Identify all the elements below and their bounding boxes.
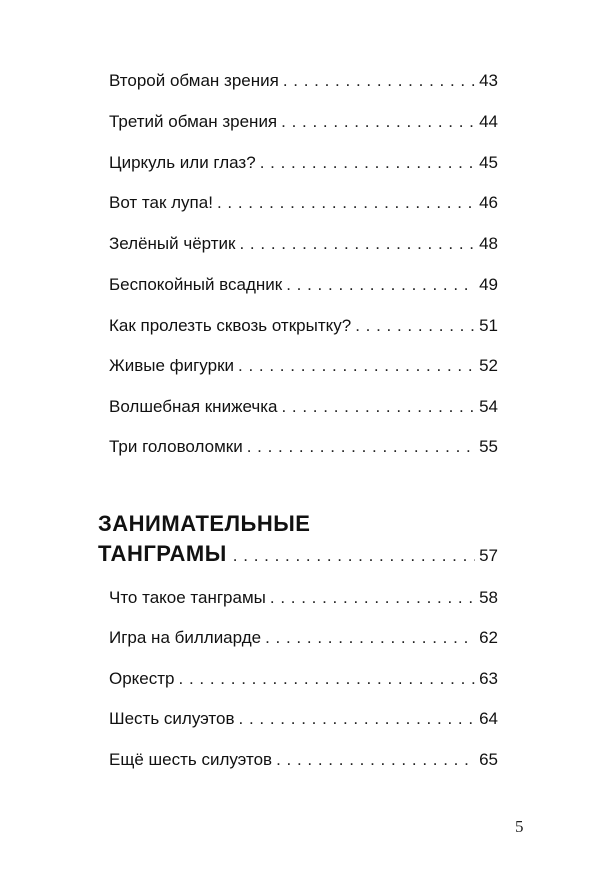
dot-leader xyxy=(281,397,475,417)
toc-entry-title: Игра на биллиарде xyxy=(109,628,262,647)
dot-leader xyxy=(233,543,475,569)
dot-leader xyxy=(355,316,475,336)
toc-entry-page: 43 xyxy=(479,71,498,90)
dot-leader xyxy=(238,356,475,376)
section-heading-line1: ЗАНИМАТЕЛЬНЫЕ xyxy=(98,511,311,536)
dot-leader xyxy=(239,709,476,729)
toc-entry-page: 48 xyxy=(479,234,498,253)
toc-entry xyxy=(109,316,498,336)
toc-entry-page: 51 xyxy=(479,316,498,335)
toc-entry xyxy=(109,709,498,729)
toc-entry-title: Второй обман зрения xyxy=(109,71,279,90)
toc-entry-title: Три головоломки xyxy=(109,437,243,456)
toc-entry xyxy=(109,750,498,770)
toc-entry xyxy=(109,234,498,254)
dot-leader xyxy=(217,193,475,213)
toc-entry-page: 62 xyxy=(479,628,498,647)
toc-entry-page: 64 xyxy=(479,709,498,728)
section-page: 57 xyxy=(479,546,498,565)
toc-entry xyxy=(109,437,498,457)
dot-leader xyxy=(260,153,475,173)
toc-entry xyxy=(109,669,498,689)
toc-entry-title: Живые фигурки xyxy=(109,356,235,375)
dot-leader xyxy=(281,112,475,132)
dot-leader xyxy=(265,628,475,648)
toc-entry xyxy=(109,193,498,213)
toc-entry-page: 52 xyxy=(479,356,498,375)
toc-entry-page: 54 xyxy=(479,397,498,416)
toc-entry xyxy=(109,153,498,173)
toc-entry-page: 45 xyxy=(479,153,498,172)
toc-entry-title: Вот так лупа! xyxy=(109,193,213,212)
section-entry xyxy=(98,541,498,569)
dot-leader xyxy=(179,669,476,689)
toc-entry-page: 49 xyxy=(479,275,498,294)
dot-leader xyxy=(270,588,475,608)
dot-leader xyxy=(247,437,475,457)
toc-entry xyxy=(109,628,498,648)
toc-entry-title: Зелёный чёртик xyxy=(109,234,236,253)
toc-entry-page: 44 xyxy=(479,112,498,131)
toc-entry-title: Шесть силуэтов xyxy=(109,709,235,728)
section-heading-line2: ТАНГРАМЫ xyxy=(98,541,227,566)
toc-entry-title: Волшебная книжечка xyxy=(109,397,278,416)
toc-entry-page: 46 xyxy=(479,193,498,212)
toc-entry-title: Третий обман зрения xyxy=(109,112,278,131)
toc-entry-title: Что такое танграмы xyxy=(109,588,266,607)
dot-leader xyxy=(276,750,475,770)
toc-entry xyxy=(109,71,498,91)
toc-entry xyxy=(109,356,498,376)
toc-entry-page: 63 xyxy=(479,669,498,688)
toc-entry xyxy=(109,275,498,295)
dot-leader xyxy=(283,71,475,91)
toc-entry-page: 55 xyxy=(479,437,498,456)
toc-entry-title: Оркестр xyxy=(109,669,175,688)
toc-entry-title: Ещё шесть силуэтов xyxy=(109,750,273,769)
dot-leader xyxy=(286,275,475,295)
toc-entry xyxy=(109,588,498,608)
toc-entry-title: Циркуль или глаз? xyxy=(109,153,256,172)
toc-entry-title: Беспокойный всадник xyxy=(109,275,283,294)
toc-entry xyxy=(109,397,498,417)
toc-entry-page: 58 xyxy=(479,588,498,607)
page-number: 5 xyxy=(515,817,524,836)
dot-leader xyxy=(239,234,475,254)
toc-entry xyxy=(109,112,498,132)
toc-entry-title: Как пролезть сквозь открытку? xyxy=(109,316,352,335)
toc-entry-page: 65 xyxy=(479,750,498,769)
